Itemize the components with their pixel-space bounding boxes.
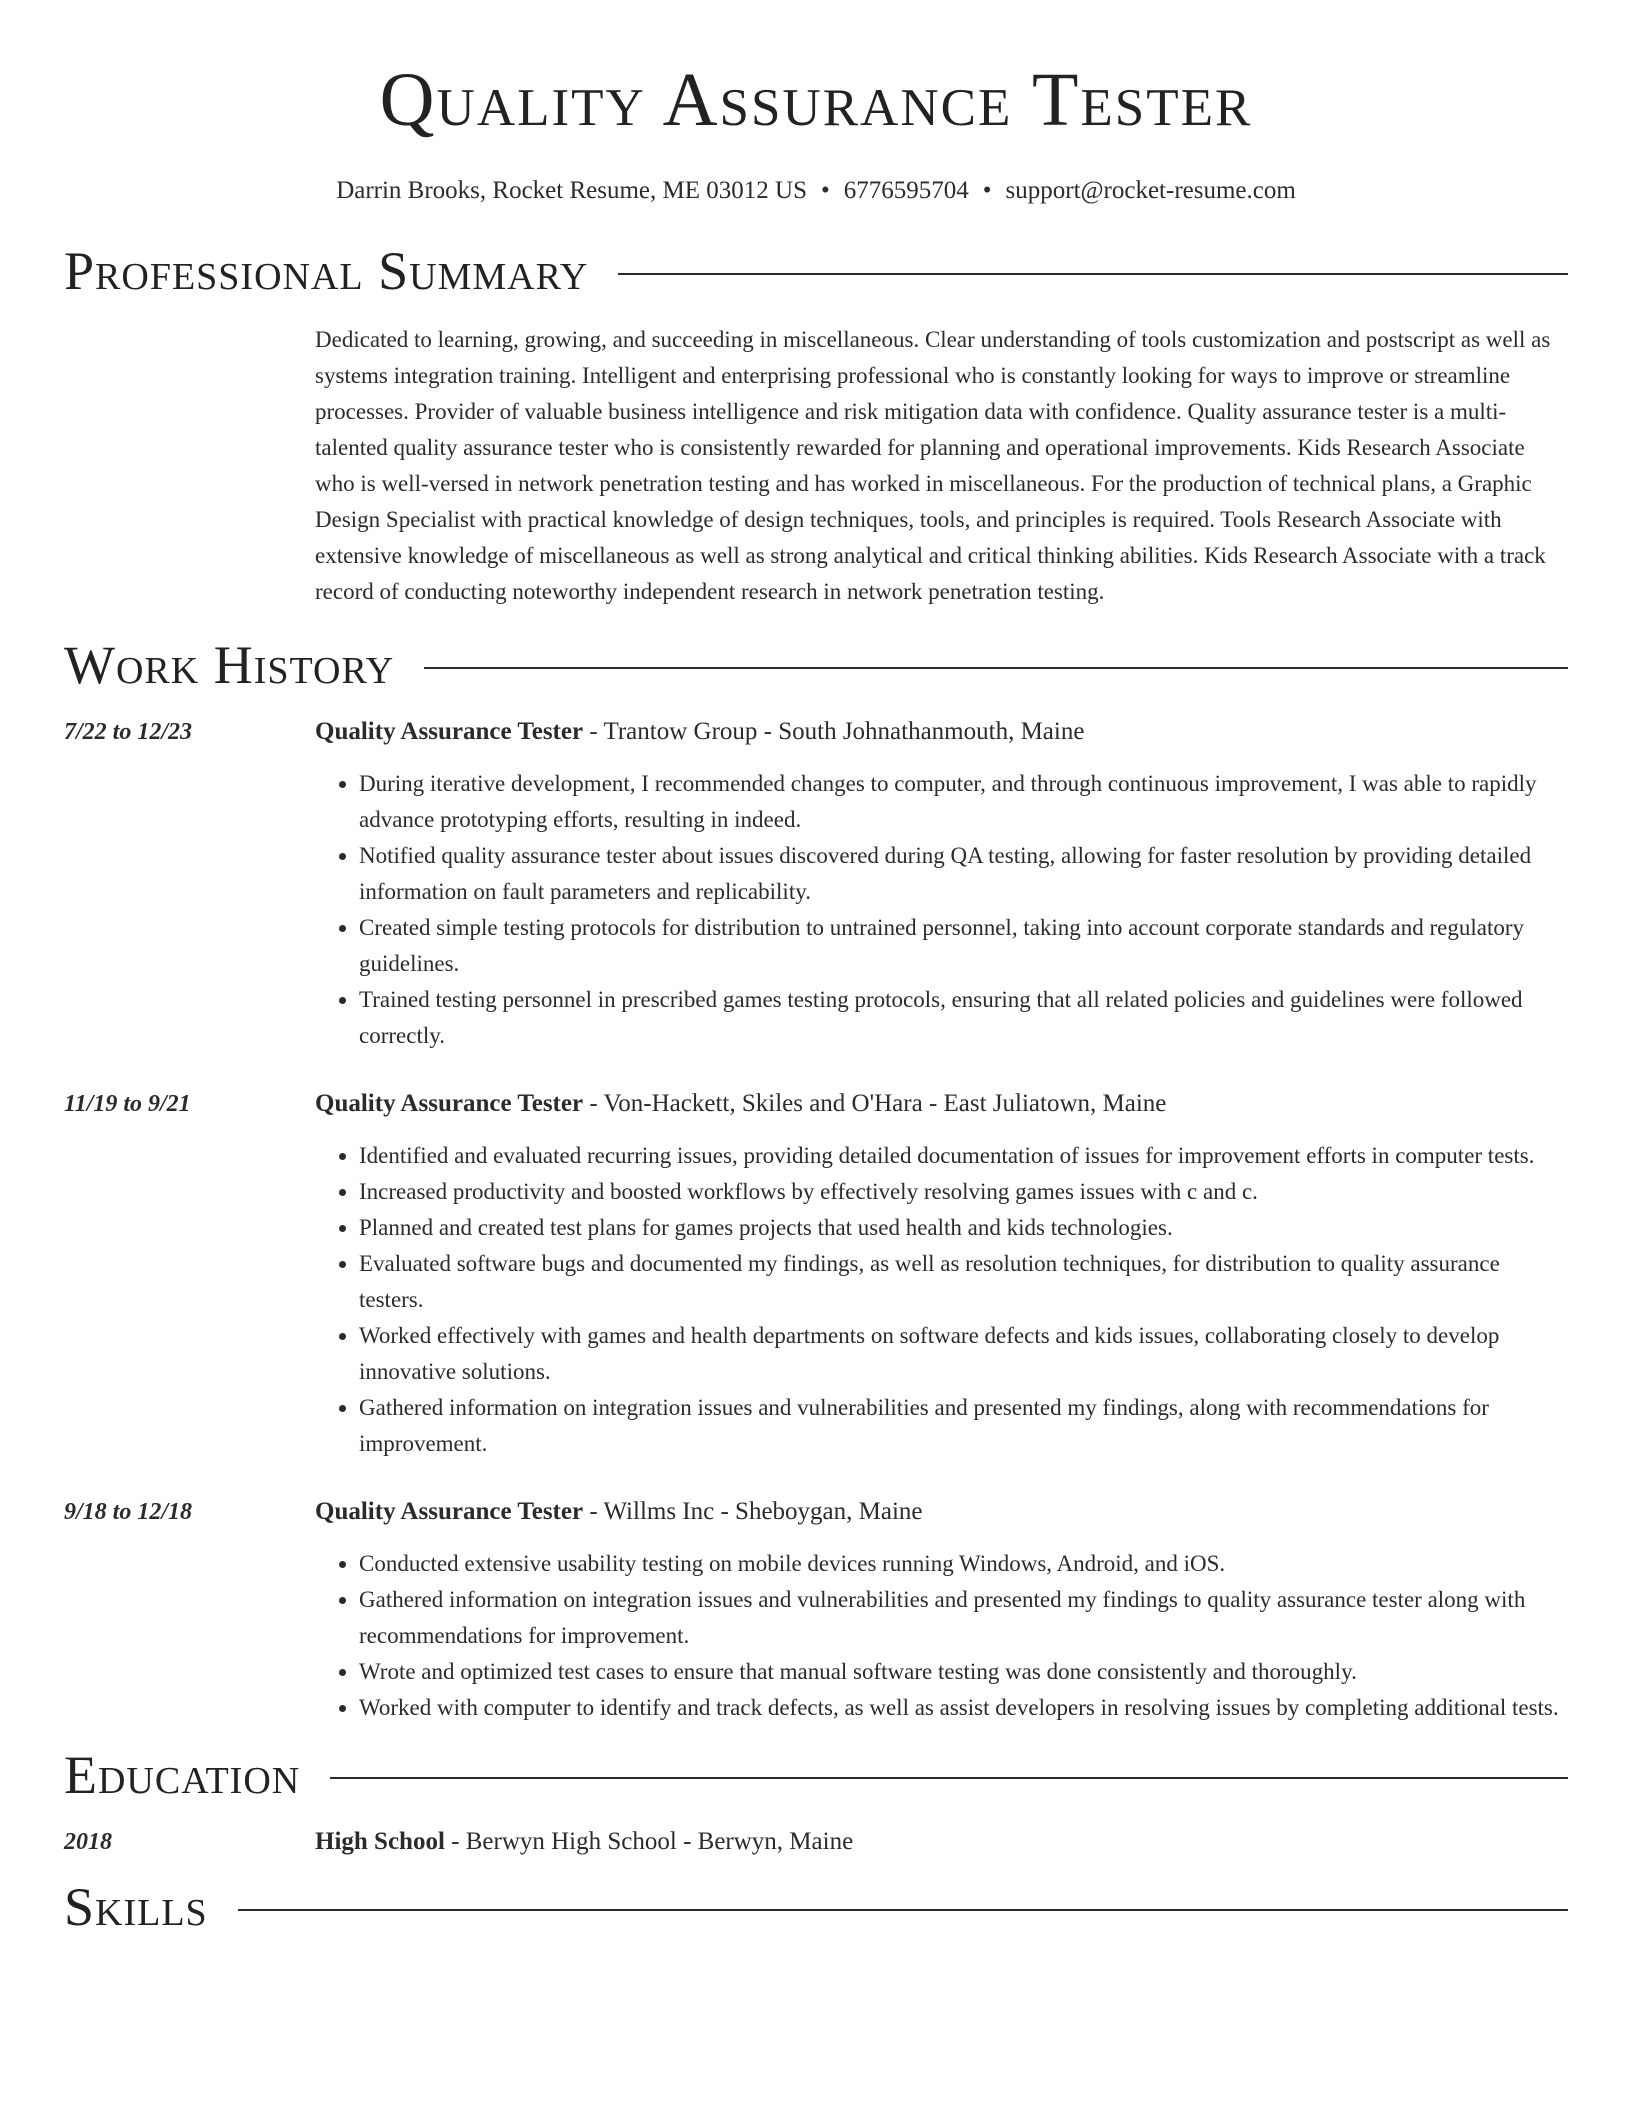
job-body — [315, 1086, 1568, 1462]
education-degree: High School — [315, 1828, 445, 1855]
job-heading — [315, 1086, 1568, 1122]
job-bullet: • Notified quality assurance tester about issues discovered during QA testing, allowing for faster resolution by providing detailed information on fault parameters and replicability. — [359, 838, 1568, 910]
job-details: - Trantow Group - South Johnathanmouth, Maine — [583, 718, 1085, 745]
contact-address: Darrin Brooks, Rocket Resume, ME 03012 US — [336, 177, 807, 204]
section-heading: Work History — [64, 635, 395, 695]
contact-email[interactable]: support@rocket-resume.com — [1005, 177, 1296, 204]
education-body — [315, 1824, 1568, 1860]
job-bullet: • Trained testing personnel in prescribed games testing protocols, ensuring that all related policies and guidelines were followed correctly. — [359, 982, 1568, 1054]
education-entry — [64, 1824, 1568, 1860]
job-dates: 11/19 to 9/21 — [64, 1091, 191, 1117]
section-heading: Skills — [64, 1877, 208, 1937]
resume-title: Quality Assurance Tester — [379, 58, 1253, 142]
section-divider — [618, 273, 1568, 275]
education-heading — [315, 1824, 1568, 1860]
resume-page — [64, 0, 1568, 1937]
job-bullet: • Increased productivity and boosted workflows by effectively resolving games issues with c and c. — [359, 1174, 1568, 1210]
job-entry — [64, 1494, 1568, 1726]
contact-line — [64, 178, 1568, 203]
job-bullets — [315, 766, 1568, 1054]
section-divider — [424, 667, 1568, 669]
job-heading — [315, 714, 1568, 750]
section-skills-header — [64, 1877, 1568, 1937]
job-bullet: • Conducted extensive usability testing on mobile devices running Windows, Android, and iOS. — [359, 1546, 1568, 1582]
section-heading: Professional Summary — [64, 241, 589, 301]
job-bullet: • Gathered information on integration issues and vulnerabilities and presented my findings, along with recommendations for improvement. — [359, 1390, 1568, 1462]
job-role: Quality Assurance Tester — [315, 718, 584, 745]
job-bullet: • During iterative development, I recommended changes to computer, and through continuous improvement, I was able to rapidly advance prototyping efforts, resulting in indeed. — [359, 766, 1568, 838]
job-entry — [64, 714, 1568, 1054]
section-summary-header — [64, 241, 1568, 301]
job-bullet: • Wrote and optimized test cases to ensure that manual software testing was done consistently and thoroughly. — [359, 1654, 1568, 1690]
contact-separator: • — [982, 177, 992, 204]
job-bullets — [315, 1138, 1568, 1462]
education-details: - Berwyn High School - Berwyn, Maine — [444, 1828, 854, 1855]
section-work-header — [64, 635, 1568, 695]
job-body — [315, 1494, 1568, 1726]
summary-text: Dedicated to learning, growing, and succeeding in miscellaneous. Clear understanding of tools customization and postscript as well as systems integration training. Intelligent and enterprising professional who is constantly looking for ways to improve or streamline processes. Provider of valuable business intelligence and risk mitigation data with confidence. Quality assurance tester is a multi-talented quality assurance tester who is consistently rewarded for planning and operational improvements. Kids Research Associate who is well-versed in network penetration testing and has worked in miscellaneous. For the production of technical plans, a Graphic Design Specialist with practical knowledge of design techniques, tools, and principles is required. Tools Research Associate with extensive knowledge of miscellaneous as well as strong analytical and critical thinking abilities. Kids Research Associate with a track record of conducting noteworthy independent research in network penetration testing. — [315, 327, 1551, 604]
job-entry — [64, 1086, 1568, 1462]
section-education-header — [64, 1745, 1568, 1805]
job-bullet: • Evaluated software bugs and documented my findings, as well as resolution techniques, for distribution to quality assurance testers. — [359, 1246, 1568, 1318]
section-divider — [330, 1777, 1568, 1779]
job-bullet: • Planned and created test plans for games projects that used health and kids technologies. — [359, 1210, 1568, 1246]
job-bullet: • Identified and evaluated recurring issues, providing detailed documentation of issues for improvement efforts in computer tests. — [359, 1138, 1568, 1174]
job-bullets — [315, 1546, 1568, 1726]
job-heading — [315, 1494, 1568, 1530]
contact-separator: • — [820, 177, 830, 204]
job-dates: 9/18 to 12/18 — [64, 1499, 193, 1525]
job-role: Quality Assurance Tester — [315, 1498, 584, 1525]
job-body — [315, 714, 1568, 1054]
contact-phone: 6776595704 — [843, 177, 969, 204]
job-details: - Willms Inc - Sheboygan, Maine — [583, 1498, 923, 1525]
job-bullet: • Worked with computer to identify and track defects, as well as assist developers in resolving issues by completing additional tests. — [359, 1690, 1568, 1726]
job-bullet: • Gathered information on integration issues and vulnerabilities and presented my findings to quality assurance tester along with recommendations for improvement. — [359, 1582, 1568, 1654]
job-bullet: • Created simple testing protocols for distribution to untrained personnel, taking into account corporate standards and regulatory guidelines. — [359, 910, 1568, 982]
education-year: 2018 — [64, 1829, 112, 1855]
job-dates: 7/22 to 12/23 — [64, 719, 193, 745]
job-details: - Von-Hackett, Skiles and O'Hara - East Juliatown, Maine — [583, 1090, 1167, 1117]
section-heading: Education — [64, 1745, 301, 1805]
job-bullet: • Worked effectively with games and health departments on software defects and kids issues, collaborating closely to develop innovative solutions. — [359, 1318, 1568, 1390]
section-divider — [238, 1909, 1568, 1911]
job-role: Quality Assurance Tester — [315, 1090, 584, 1117]
